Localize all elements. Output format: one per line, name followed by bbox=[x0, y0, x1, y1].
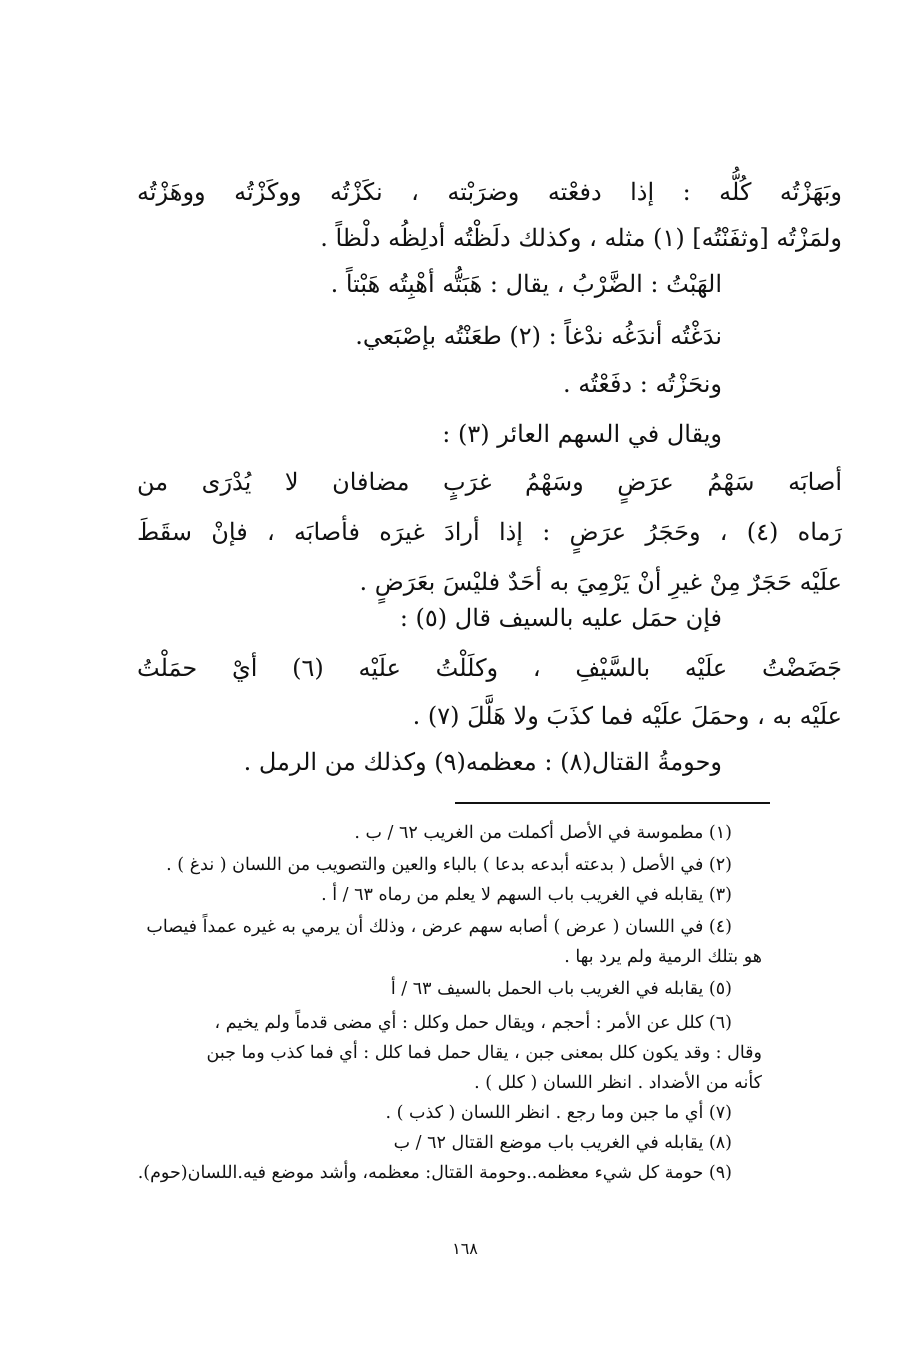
footnote-6: (٦) كلل عن الأمر : أحجم ، ويقال حمل وكلل : أي مضى قدماً ولم يخيم ، bbox=[214, 1013, 732, 1033]
body-line-4: ندَغْتُه أندَغُه ندْغاً : (٢) طعَنْتُه بإصْبَعي. bbox=[355, 322, 722, 350]
body-line-3: الهَبْتُ : الضَّرْبُ ، يقال : هَبَتُّه أهْبِتُه هَبْتاً . bbox=[330, 270, 722, 298]
body-line-8: رَماه (٤) ، وحَجَرُ عرَضٍ : إذا أرادَ غيرَه فأصابَه ، فإنْ سقَطَ bbox=[137, 518, 842, 546]
footnote-6-continued-2: كأنه من الأضداد . انظر اللسان ( كلل ) . bbox=[474, 1073, 762, 1093]
body-line-5: ونحَزْتُه : دفَعْتُه . bbox=[563, 370, 722, 398]
footnote-4: (٤) في اللسان ( عرض ) أصابه سهم عرض ، وذلك أن يرمي به غيره عمداً فيصاب bbox=[146, 917, 732, 937]
footnote-8: (٨) يقابله في الغريب باب موضع القتال ٦٢ / ب bbox=[393, 1133, 732, 1153]
footnote-4-continued: هو بتلك الرمية ولم يرد بها . bbox=[564, 947, 762, 967]
body-line-2: ولمَزْتُه [وثفَنْتُه] (١) مثله ، وكذلك دلَظْتُه أدلِظُه دلْظاً . bbox=[320, 224, 842, 252]
footnote-1: (١) مطموسة في الأصل أكملت من الغريب ٦٢ / ب . bbox=[354, 823, 732, 843]
footnote-3: (٣) يقابله في الغريب باب السهم لا يعلم من رماه ٦٣ / أ . bbox=[321, 885, 732, 905]
body-line-7: أصابَه سَهْمُ عرَضٍ وسَهْمُ غرَبٍ مضافان لا يُدْرَى من bbox=[137, 468, 842, 496]
footnote-2: (٢) في الأصل ( بدعته أبدعه بدعا ) بالباء والعين والتصويب من اللسان ( ندغ ) . bbox=[166, 855, 732, 875]
page-number: ١٦٨ bbox=[452, 1239, 478, 1258]
body-line-10: فإن حمَل عليه بالسيف قال (٥) : bbox=[399, 604, 722, 632]
footnote-6-continued: وقال : وقد يكون كلل بمعنى جبن ، يقال حمل فما كلل : أي فما كذب وما جبن bbox=[206, 1043, 762, 1063]
footnote-7: (٧) أي ما جبن وما رجع . انظر اللسان ( كذب ) . bbox=[385, 1103, 732, 1123]
footnote-9: (٩) حومة كل شيء معظمه..وحومة القتال: معظمه، وأشد موضع فيه.اللسان(حوم). bbox=[137, 1163, 732, 1183]
body-line-1: وبَهَزْتُه كُلُّه : إذا دفعْته وضرَبْته ، نكَزْتُه ووكَزْتُه ووهَزْتُه bbox=[137, 178, 842, 206]
body-line-13: وحومةُ القتال(٨) : معظمه(٩) وكذلك من الرمل . bbox=[243, 748, 722, 776]
footnote-separator bbox=[455, 802, 770, 804]
body-line-11: جَضَضْتُ علَيْه بالسَّيْفِ ، وكلَلْتُ علَيْه (٦) أيْ حمَلْتُ bbox=[137, 654, 842, 682]
body-line-9: علَيْه حَجَرٌ مِنْ غيرِ أنْ يَرْمِيَ به أحَدٌ فليْسَ بعَرَضٍ . bbox=[359, 568, 842, 596]
body-line-6: ويقال في السهم العائر (٣) : bbox=[442, 420, 722, 448]
body-line-12: علَيْه به ، وحمَلَ علَيْه فما كذَبَ ولا هَلَّلَ (٧) . bbox=[412, 702, 842, 730]
footnote-5: (٥) يقابله في الغريب باب الحمل بالسيف ٦٣ / أ bbox=[390, 979, 732, 999]
